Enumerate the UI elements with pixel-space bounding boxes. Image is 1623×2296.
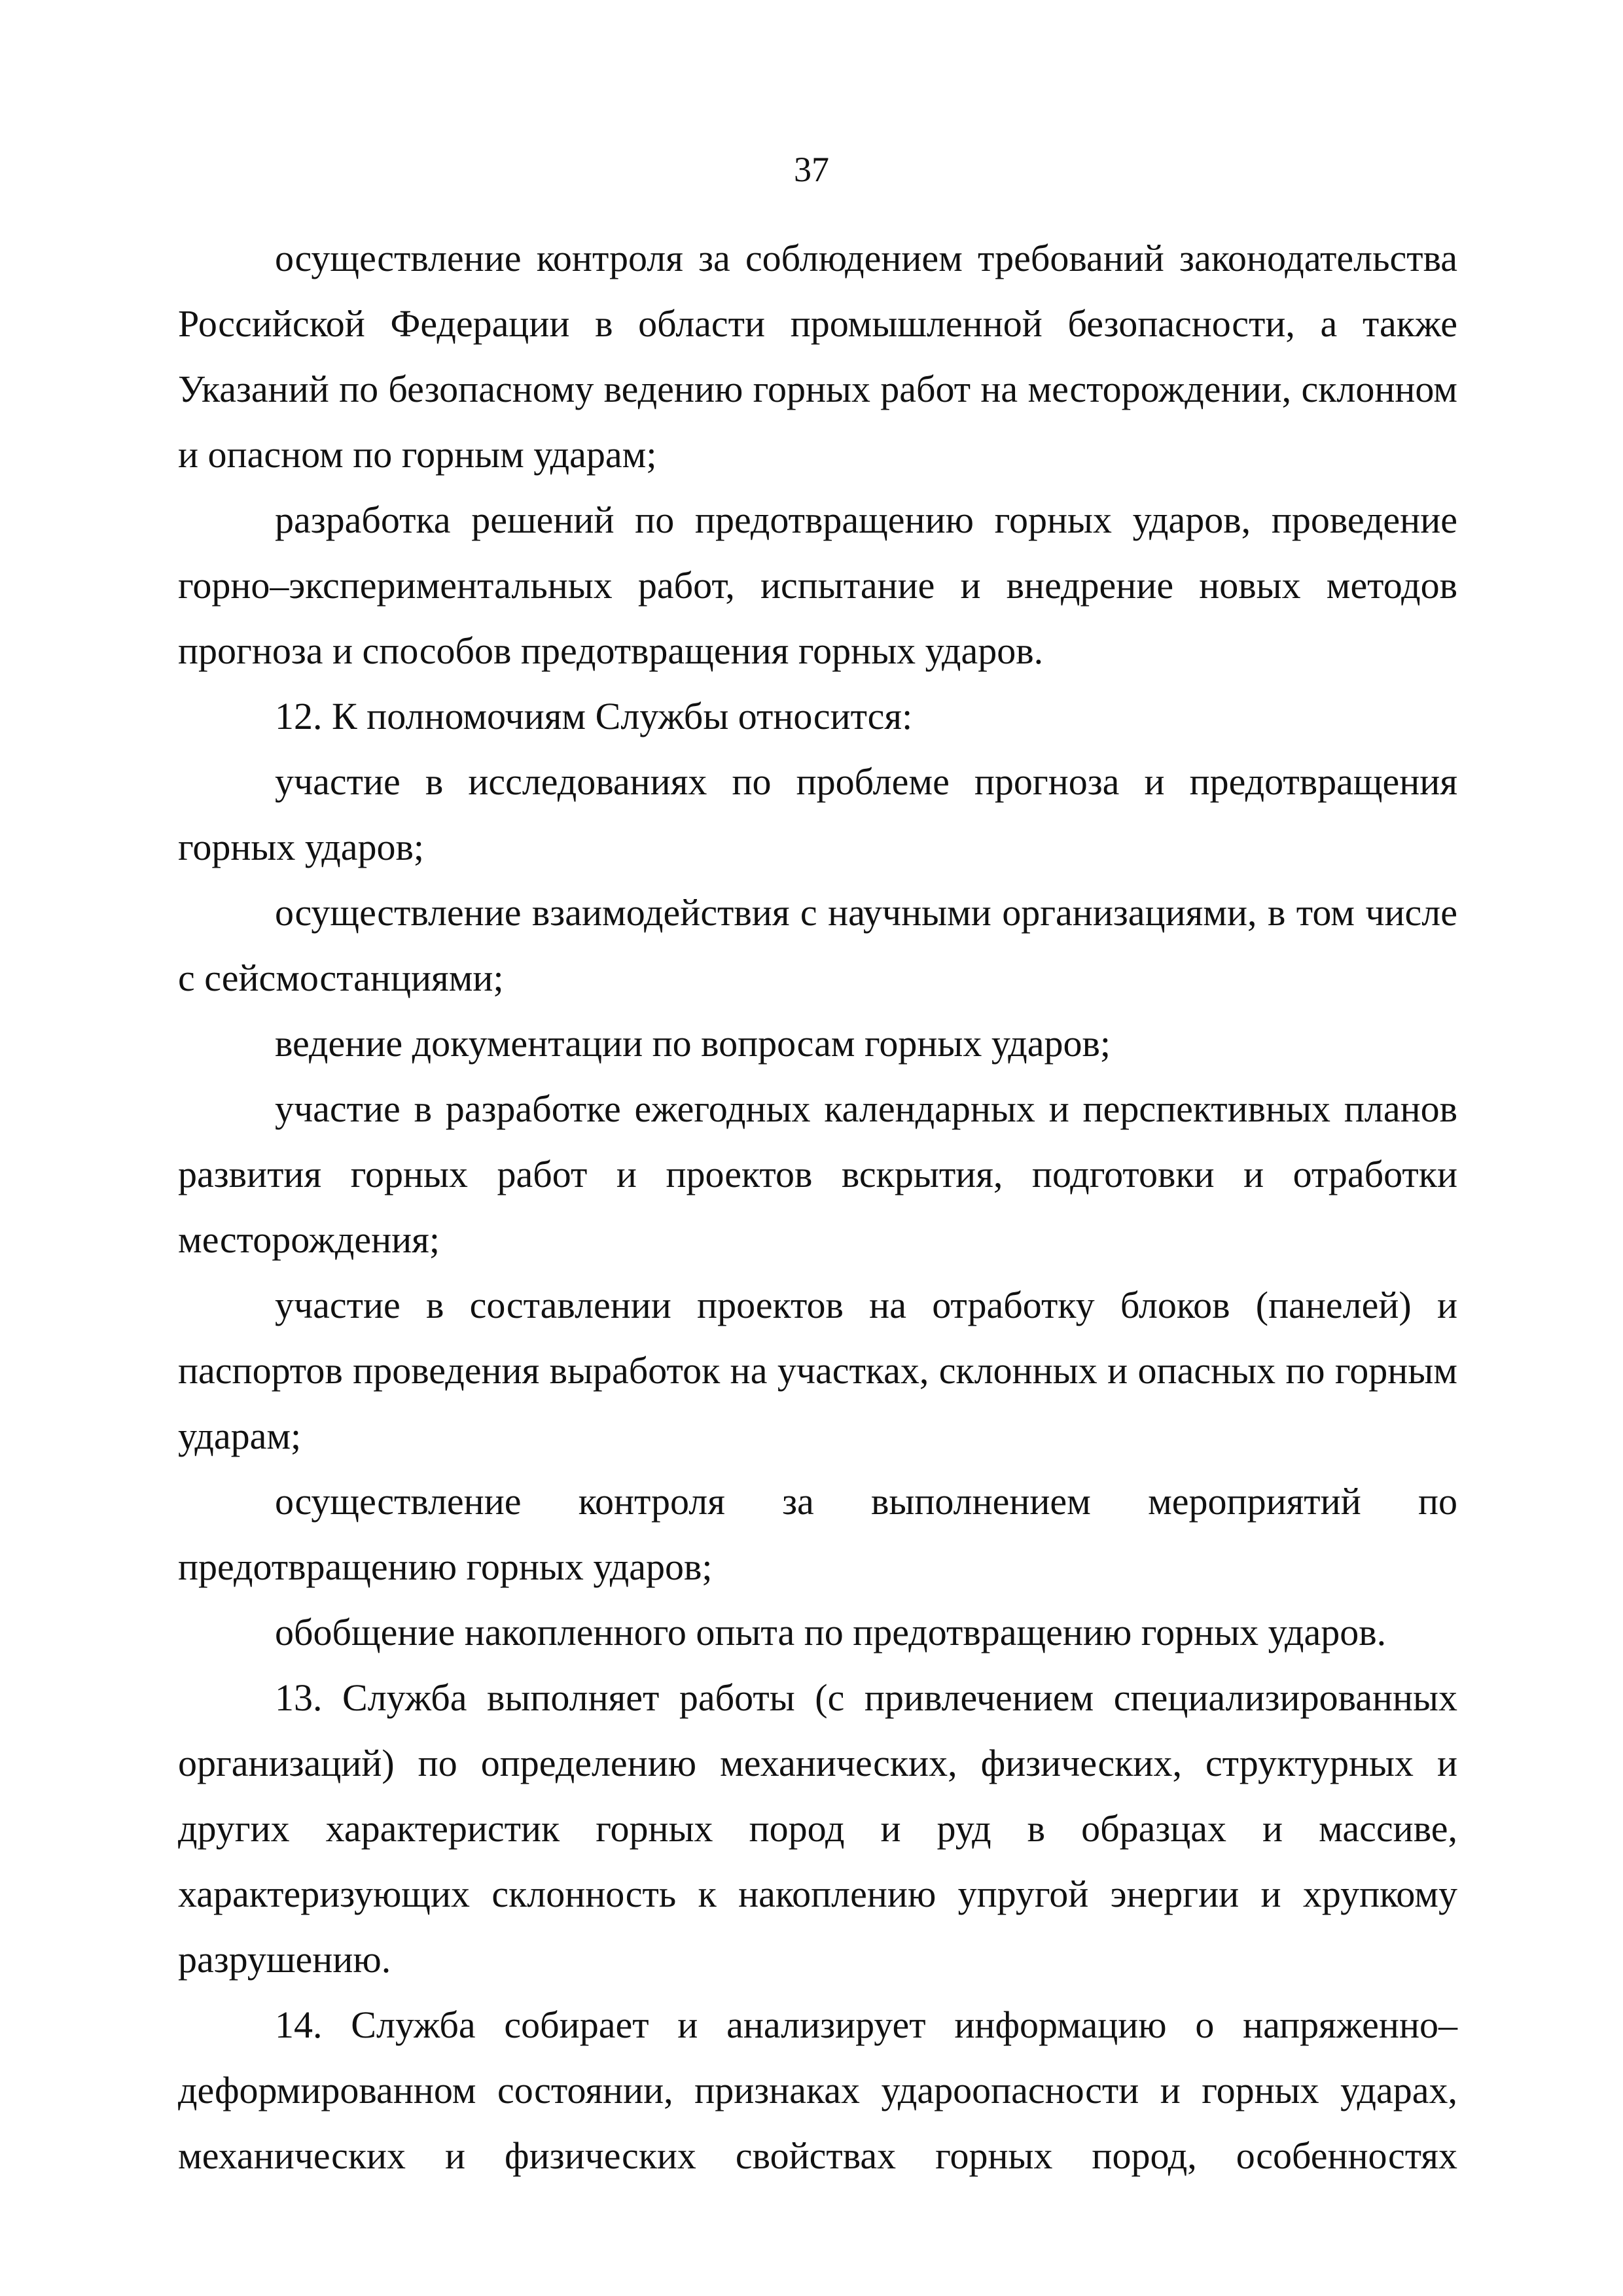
paragraph-control-legislation: осуществление контроля за соблюдением требований законодательства Российской Федерации в области промышленной безопасности, а также Указаний по безопасному ведению горных работ на месторождении, склонном и опасном по горным ударам;	[178, 237, 1457, 476]
paragraph-solutions-development: разработка решений по предотвращению горных ударов, проведение горно–экспериментальных работ, испытание и внедрение новых методов прогноза и способов предотвращения горных ударов.	[178, 499, 1457, 672]
paragraph-section-13: 13. Служба выполняет работы (с привлечением специализированных организаций) по определению механических, физических, структурных и других характеристик горных пород и руд в образцах и массиве, характеризующих склонность к накоплению упругой энергии и хрупкому разрушению.	[178, 1676, 1457, 1981]
page-number: 37	[794, 150, 829, 189]
paragraph-scientific-cooperation: осуществление взаимодействия с научными организациями, в том числе с сейсмостанциями;	[178, 891, 1457, 999]
paragraph-section-12-heading: 12. К полномочиям Службы относится:	[275, 695, 913, 737]
paragraph-experience-summary: обобщение накопленного опыта по предотвращению горных ударов.	[275, 1611, 1387, 1653]
paragraph-documentation: ведение документации по вопросам горных ударов;	[275, 1022, 1111, 1065]
paragraph-research-participation: участие в исследованиях по проблеме прогноза и предотвращения горных ударов;	[178, 760, 1457, 868]
paragraph-measures-control: осуществление контроля за выполнением мероприятий по предотвращению горных ударов;	[178, 1480, 1457, 1588]
paragraph-section-14: 14. Служба собирает и анализирует информацию о напряженно–деформированном состоянии, признаках удароопасности и горных ударах, механических и физических свойствах горных пород, особенностях	[178, 2004, 1457, 2177]
document-body	[178, 226, 1457, 2189]
paragraph-planning-participation: участие в разработке ежегодных календарных и перспективных планов развития горных работ и проектов вскрытия, подготовки и отработки месторождения;	[178, 1087, 1457, 1261]
paragraph-project-participation: участие в составлении проектов на отработку блоков (панелей) и паспортов проведения выработок на участках, склонных и опасных по горным ударам;	[178, 1284, 1457, 1457]
